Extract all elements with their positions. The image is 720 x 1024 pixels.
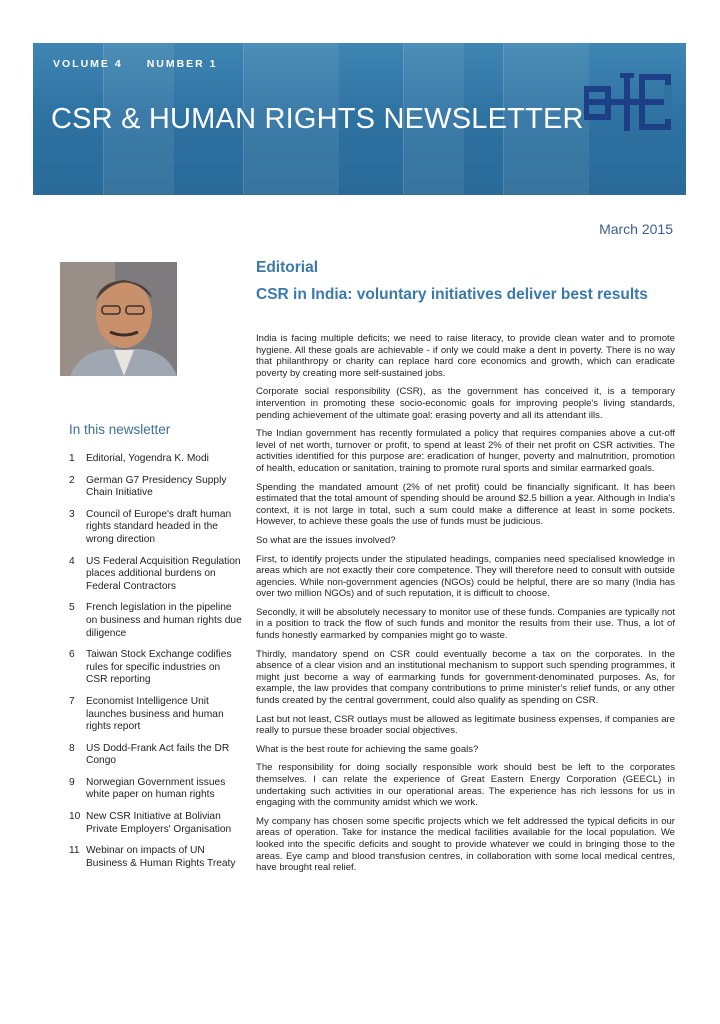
toc-item[interactable] [69, 845, 244, 870]
article-paragraph: The Indian government has recently formulated a policy that requires companies above a cut-off level of net worth, turnover or profit, to spend at least 2% of their net profit on CSR activities. The activities identified for this purpose are: eradication of hunger, poverty and malnutrition, promotion of health, education or sanitation, training to promote rural sports and similar earmarked goals. [256, 428, 675, 474]
issue-info [53, 58, 242, 70]
article-paragraph: Last but not least, CSR outlays must be allowed as legitimate business expenses, if companies are really to pursue these broader social objectives. [256, 713, 675, 737]
ote-logo-icon [584, 67, 672, 137]
section-label: Editorial [256, 259, 319, 276]
toc-item[interactable] [69, 475, 244, 500]
toc-item[interactable] [69, 696, 244, 734]
article-paragraph: India is facing multiple deficits; we need to raise literacy, to provide clean water and to promote hygiene. All these goals are achievable - if only we could make a dent in poverty. There is no way that philanthropy or charity can replace hard core economics and growth, which can eradicate poverty by creating more self-sustained jobs. [256, 333, 675, 379]
toc-item-number: 2 [69, 474, 75, 486]
newsletter-title: CSR & HUMAN RIGHTS NEWSLETTER [51, 103, 584, 135]
article-paragraph: First, to identify projects under the stipulated headings, companies need specialised knowledge in areas which are not exactly their core competence. They will therefore need to consult with outside agencies. While non-government agencies (NGOs) could be helpful, there are so many (India has over two million NGOs) and of such reputation, it is difficult to choose. [256, 553, 675, 600]
toc-item-number: 10 [69, 811, 81, 823]
toc-item-text: German G7 Presidency Supply Chain Initiative [86, 474, 227, 499]
toc-item[interactable] [69, 743, 244, 768]
toc-item-text: US Federal Acquisition Regulation places additional burdens on Federal Contractors [86, 555, 241, 592]
toc-item-text: Economist Intelligence Unit launches business and human rights report [86, 695, 224, 733]
toc-item[interactable] [69, 777, 244, 802]
toc-item-number: 6 [69, 649, 75, 661]
toc-item-text: Norwegian Government issues white paper on human rights [86, 776, 226, 801]
toc-item[interactable] [69, 509, 244, 547]
toc-item-number: 3 [69, 508, 75, 520]
toc-item-text: Taiwan Stock Exchange codifies rules for specific industries on CSR reporting [86, 649, 232, 686]
volume-label: VOLUME 4 [53, 58, 123, 70]
article-paragraph: So what are the issues involved? [256, 534, 396, 546]
article-headline: CSR in India: voluntary initiatives deliver best results [256, 286, 648, 303]
toc-item-text: Webinar on impacts of UN Business & Human Rights Treaty [86, 845, 236, 869]
article-paragraph: Thirdly, mandatory spend on CSR could eventually become a tax on the corporates. In the absence of a clear vision and an institutional mechanism to support such spending programmes, it might just become a way of earmarking funds for government-denominated purposes. As, for example, the law provides that company contributions to prime minister's relief funds, or any other funds created by the central government, could also qualify as spending on CSR. [256, 648, 675, 707]
toc-item-text: New CSR Initiative at Bolivian Private Employers' Organisation [86, 811, 232, 835]
article-paragraph: Spending the mandated amount (2% of net profit) could be financially significant. It has been estimated that the total amount of spending should be around $2.5 billion a year. Although in India's context, it is not large in total, such a sum could make a difference at least in some pockets. However, to achieve these goals the use of funds must be judicious. [256, 481, 675, 528]
toc-item-text: French legislation in the pipeline on business and human rights due diligence [86, 602, 242, 639]
article-paragraph: What is the best route for achieving the same goals? [256, 743, 479, 755]
toc-item-number: 8 [69, 742, 75, 754]
toc-item-number: 9 [69, 776, 75, 788]
toc-item-text: US Dodd-Frank Act fails the DR Congo [86, 742, 230, 767]
toc-item-number: 7 [69, 695, 75, 707]
toc-item[interactable] [69, 453, 244, 466]
toc-item-text: Editorial, Yogendra K. Modi [86, 453, 209, 464]
portrait-photo [60, 262, 177, 376]
portrait-illustration [60, 262, 177, 376]
article-paragraph: Corporate social responsibility (CSR), as the government has conceived it, is a temporary intervention in promoting these socio-economic goals for improving people's living standards, pending achievement of the ultimate goal: erasing poverty and all its attendant ills. [256, 386, 675, 421]
issue-date: March 2015 [599, 221, 673, 237]
number-label: NUMBER 1 [146, 58, 218, 70]
article-body [256, 333, 675, 881]
toc-item-number: 5 [69, 602, 75, 614]
article-paragraph: My company has chosen some specific projects which we felt addressed the typical deficits in our areas of operation. Take for instance the medical facilities available for the local population. We looked into the specific deficits and sought to provide whatever we could in bringing those to the areas. Eye camp and blood transfusion centres, in collaboration with some local medical centres, have brought real relief. [256, 815, 675, 874]
toc-item-text: Council of Europe's draft human rights standard headed in the wrong direction [86, 508, 232, 545]
toc-item-number: 11 [69, 845, 80, 857]
toc-item[interactable] [69, 602, 244, 640]
article-paragraph: Secondly, it will be absolutely necessary to monitor use of these funds. Companies are typically not in a position to track the flow of such funds and monitor the results from their use. Thus, a lot of funds honestly earmarked by companies might go to waste. [256, 606, 675, 642]
toc-item[interactable] [69, 811, 244, 836]
masthead-banner [33, 43, 686, 195]
toc-item-number: 1 [69, 453, 75, 464]
toc-heading: In this newsletter [69, 422, 171, 437]
toc-item[interactable] [69, 649, 244, 687]
table-of-contents [69, 453, 244, 879]
toc-item[interactable] [69, 556, 244, 594]
article-paragraph: The responsibility for doing socially responsible work should best be left to the corporates themselves. I can relate the experience of Great Eastern Energy Corporation (GEECL) in undertaking such activities in our operational areas. The experience has rich lessons for us in engaging with the community amidst which we work. [256, 762, 675, 809]
toc-item-number: 4 [69, 555, 75, 567]
